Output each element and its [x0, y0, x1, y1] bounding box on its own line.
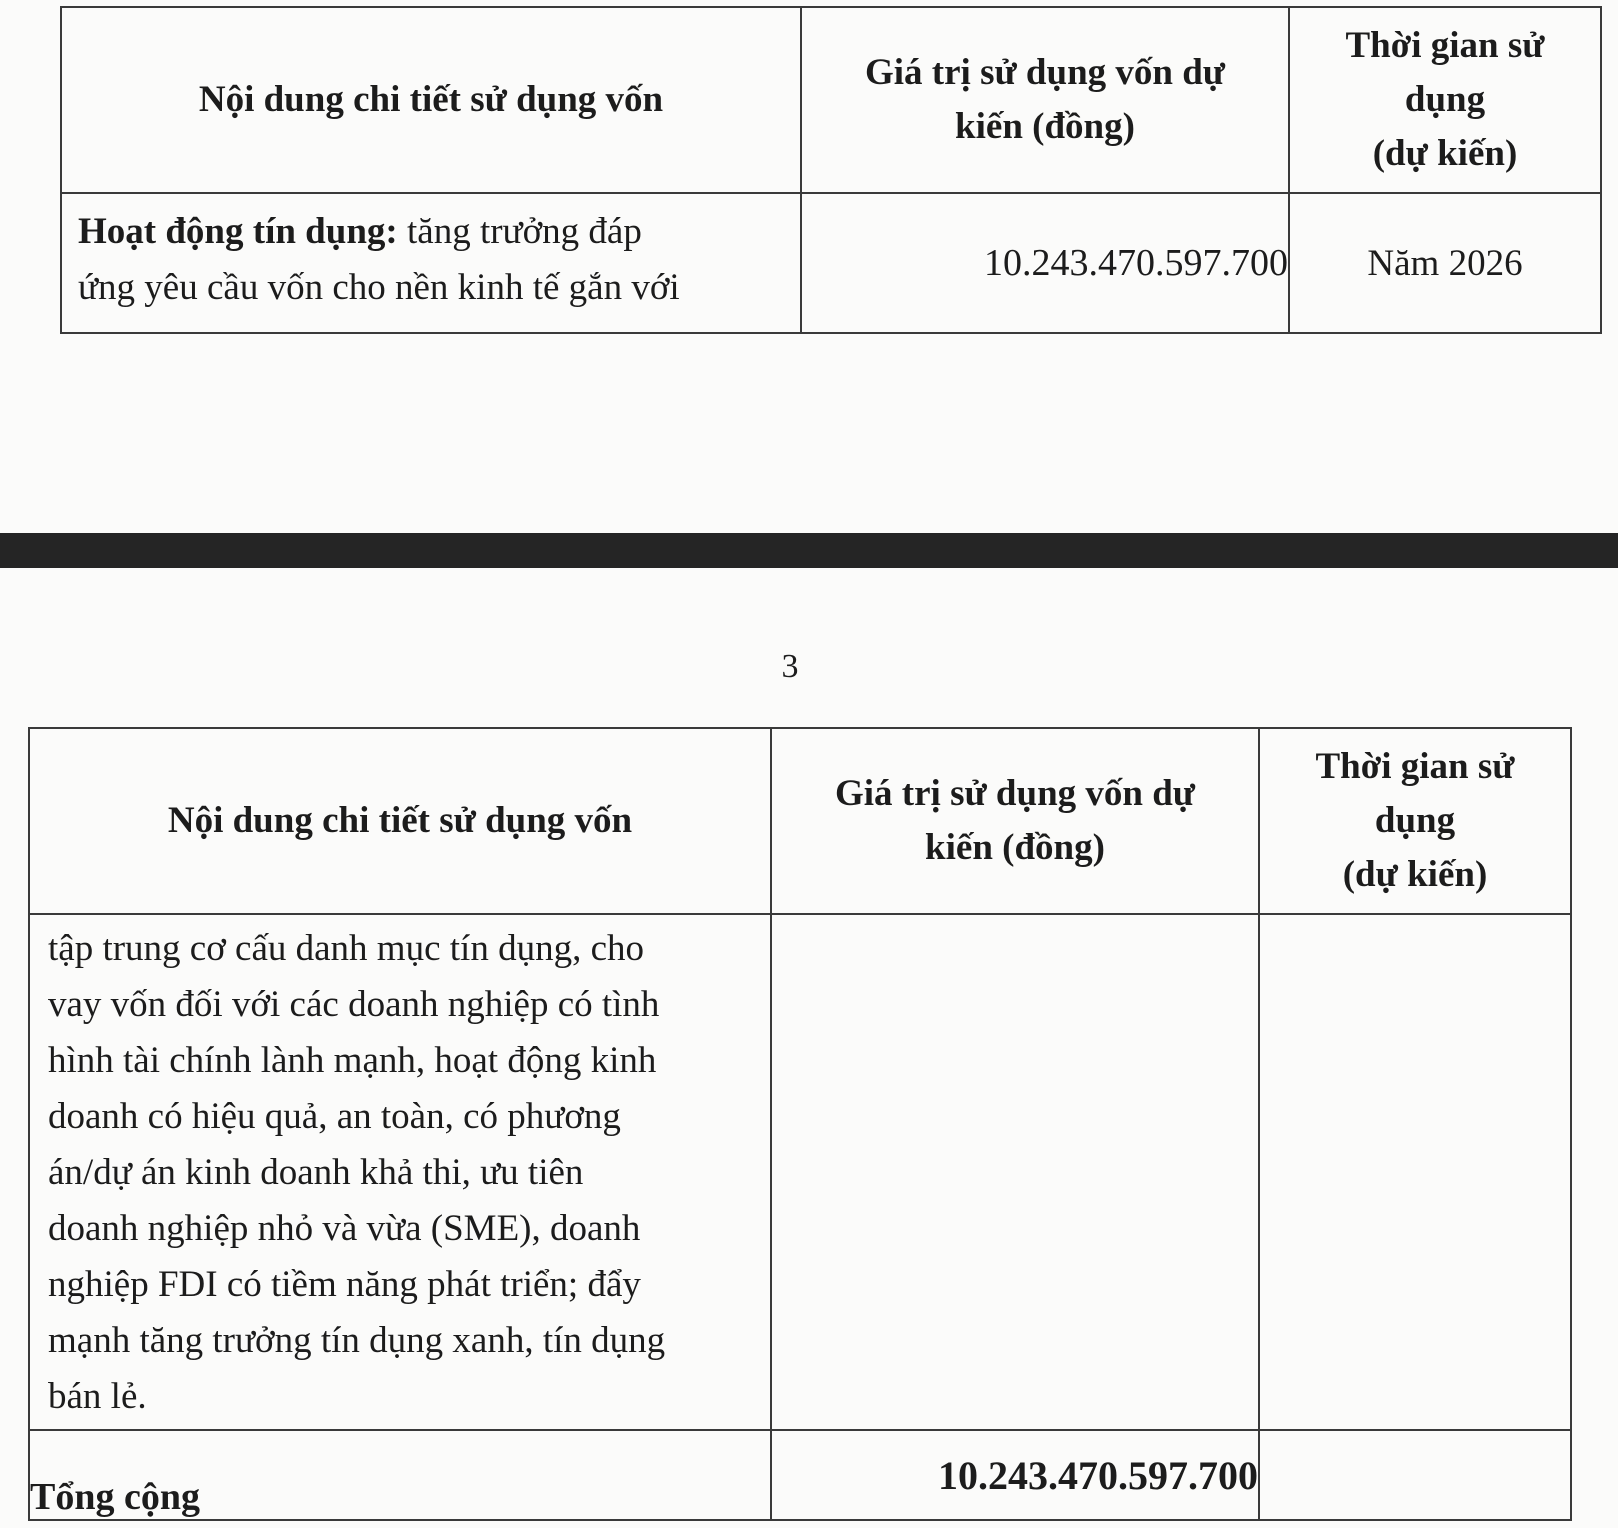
row-time-cell: [1289, 193, 1601, 333]
header-content-label: Nội dung chi tiết sử dụng vốn: [198, 79, 664, 120]
header-value: [771, 728, 1259, 914]
row-time-cell: [1259, 914, 1571, 1430]
row-content-text-after-lead: tăng trưởng đáp: [397, 211, 642, 252]
header-time: [1289, 7, 1601, 193]
row-content-line: ứng yêu cầu vốn cho nền kinh tế gắn với: [78, 267, 680, 308]
header-content-label: Nội dung chi tiết sử dụng vốn: [167, 800, 633, 841]
capital-usage-table-bottom: [28, 727, 1572, 1521]
total-label-cell: [29, 1430, 771, 1520]
page-separator: [0, 533, 1618, 568]
total-row: [29, 1430, 1571, 1520]
total-value-cell: [771, 1430, 1259, 1520]
row-time: Năm 2026: [1367, 242, 1523, 284]
page-number: 3: [781, 648, 799, 685]
header-value: [801, 7, 1289, 193]
document-page-top: [0, 0, 1618, 533]
row-content-line: mạnh tăng trưởng tín dụng xanh, tín dụng: [48, 1320, 666, 1361]
row-content-line: bán lẻ.: [48, 1376, 147, 1417]
header-value-line: Giá trị sử dụng vốn dự: [864, 52, 1226, 93]
row-content-cell: [29, 914, 771, 1430]
capital-usage-table-top: [60, 6, 1602, 334]
header-time-line: dụng: [1374, 800, 1456, 841]
table-header-row: [29, 728, 1571, 914]
table-row: [29, 914, 1571, 1430]
row-value: 10.243.470.597.700: [984, 242, 1288, 284]
row-content-line: vay vốn đối với các doanh nghiệp có tình: [48, 984, 660, 1025]
total-label: Tổng cộng: [30, 1476, 200, 1518]
row-value-cell: [771, 914, 1259, 1430]
header-value-line: Giá trị sử dụng vốn dự: [834, 773, 1196, 814]
header-content: [61, 7, 801, 193]
total-time-cell: [1259, 1430, 1571, 1520]
row-content-cell: [61, 193, 801, 333]
header-time-line: Thời gian sử: [1345, 25, 1545, 66]
row-content-line: hình tài chính lành mạnh, hoạt động kinh: [48, 1040, 657, 1081]
table-row: [61, 193, 1601, 333]
header-time-line: (dự kiến): [1372, 133, 1518, 174]
row-content-line: doanh nghiệp nhỏ và vừa (SME), doanh: [48, 1208, 641, 1249]
row-content-line: doanh có hiệu quả, an toàn, có phương: [48, 1096, 621, 1137]
header-content: [29, 728, 771, 914]
row-content-text: [78, 204, 788, 332]
header-value-line: kiến (đồng): [925, 827, 1105, 868]
row-value-cell: [801, 193, 1289, 333]
row-content-line: nghiệp FDI có tiềm năng phát triển; đẩy: [48, 1264, 641, 1305]
header-value-line: kiến (đồng): [955, 106, 1135, 147]
table-header-row: [61, 7, 1601, 193]
header-time-line: dụng: [1404, 79, 1486, 120]
row-content-line: tập trung cơ cấu danh mục tín dụng, cho: [48, 928, 644, 969]
row-lead-label: Hoạt động tín dụng:: [78, 211, 398, 252]
row-content-line: [78, 204, 788, 260]
header-time: [1259, 728, 1571, 914]
total-value: 10.243.470.597.700: [938, 1452, 1258, 1498]
row-content-line: án/dự án kinh doanh khả thi, ưu tiên: [48, 1152, 584, 1193]
header-time-line: (dự kiến): [1342, 854, 1488, 895]
header-time-line: Thời gian sử: [1315, 746, 1515, 787]
